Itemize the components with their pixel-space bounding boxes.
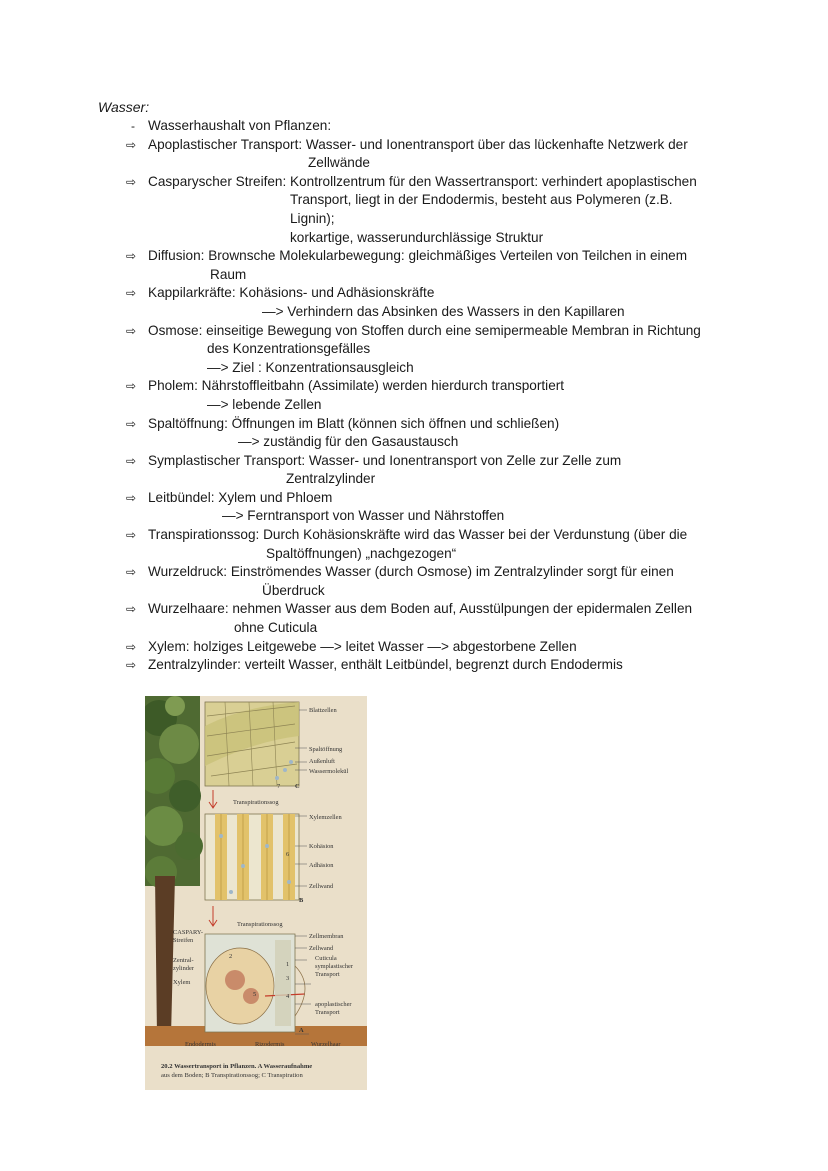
arrow-bullet-icon: ⇨ xyxy=(125,416,137,431)
list-item xyxy=(0,563,828,600)
leaf-panel xyxy=(205,702,299,786)
label-transpirationssog-top: Transpirationssog xyxy=(233,799,279,806)
label-xylem: Xylem xyxy=(173,979,191,986)
list-item-line: des Konzentrationsgefälles xyxy=(207,341,371,357)
list-item-line: Kappilarkräfte: Kohäsions- und Adhäsionskräfte xyxy=(148,285,435,301)
label-num-4: 4 xyxy=(286,993,290,1000)
label-symplastischer: symplastischer xyxy=(315,963,353,970)
list-item xyxy=(0,526,828,563)
arrow-bullet-icon: ⇨ xyxy=(125,639,137,654)
dash-bullet: - xyxy=(131,119,135,133)
list-item xyxy=(0,638,828,657)
label-transport-apo: Transport xyxy=(315,1009,340,1016)
label-zellwand-low: Zellwand xyxy=(309,945,334,952)
list-item-line: Raum xyxy=(210,266,247,282)
label-num-3: 3 xyxy=(286,975,290,982)
list-item-line: Wurzeldruck: Einströmendes Wasser (durch Osmose) im Zentralzylinder sorgt für einen xyxy=(148,564,674,580)
list-item-line: Transpirationssog: Durch Kohäsionskräfte wird das Wasser bei der Verdunstung (über die xyxy=(148,527,688,543)
water-transport-figure xyxy=(145,696,367,1090)
label-zentral: Zentral- xyxy=(173,957,194,964)
arrow-bullet-icon: ⇨ xyxy=(125,379,137,394)
term-list xyxy=(0,117,828,675)
xylem-panel xyxy=(205,814,299,900)
list-item-line: Osmose: einseitige Bewegung von Stoffen durch eine semipermeable Membran in Richtung xyxy=(148,322,701,338)
label-num-7: 7 xyxy=(277,783,281,790)
label-endodermis: Endodermis xyxy=(185,1041,216,1048)
list-item xyxy=(0,117,828,136)
list-item-line: Apoplastischer Transport: Wasser- und Ionentransport über das lückenhafte Netzwerk der xyxy=(148,136,688,152)
label-zylinder: zylinder xyxy=(173,965,194,972)
label-zellmembran: Zellmembran xyxy=(309,933,344,940)
label-num-6: 6 xyxy=(286,851,290,858)
list-item-line: ohne Cuticula xyxy=(234,620,318,636)
label-wurzelhaar: Wurzelhaar xyxy=(311,1041,341,1048)
list-item-line: Wasserhaushalt von Pflanzen: xyxy=(148,118,332,133)
page-title: Wasser: xyxy=(98,99,150,115)
list-item-line: Spaltöffnungen) „nachgezogen“ xyxy=(266,545,457,561)
list-item-line: Xylem: holziges Leitgewebe —> leitet Wasser —> abgestorbene Zellen xyxy=(148,638,577,654)
arrow-bullet-icon: ⇨ xyxy=(125,490,137,505)
list-item-line: Symplastischer Transport: Wasser- und Ionentransport von Zelle zur Zelle zum xyxy=(148,452,622,468)
label-letter-c: C xyxy=(295,783,300,790)
list-item xyxy=(0,136,828,173)
list-item xyxy=(0,489,828,526)
list-item-line: Leitbündel: Xylem und Phloem xyxy=(148,489,333,505)
label-xylemzellen: Xylemzellen xyxy=(309,814,342,821)
label-letter-b: B xyxy=(299,897,304,904)
list-item-line: Zentralzylinder: verteilt Wasser, enthält Leitbündel, begrenzt durch Endodermis xyxy=(148,657,623,673)
arrow-bullet-icon: ⇨ xyxy=(125,249,137,264)
label-apoplastischer: apoplastischer xyxy=(315,1001,352,1008)
list-item-line: Spaltöffnung: Öffnungen im Blatt (können sich öffnen und schließen) xyxy=(148,415,560,431)
list-item-line: Zellwände xyxy=(308,155,370,171)
label-aussenluft: Außenluft xyxy=(309,758,335,765)
figure-caption-line2: aus dem Boden; B Transpirationssog; C Transpiration xyxy=(161,1072,303,1079)
list-item-line: —> Ferntransport von Wasser und Nährstoffen xyxy=(222,508,505,524)
label-blattzellen: Blattzellen xyxy=(309,707,337,714)
list-item-line: korkartige, wasserundurchlässige Struktur xyxy=(290,229,544,245)
arrow-bullet-icon: ⇨ xyxy=(125,174,137,189)
list-item-line: Wurzelhaare: nehmen Wasser aus dem Boden auf, Ausstülpungen der epidermalen Zellen xyxy=(148,601,693,617)
list-item-line: Lignin); xyxy=(290,210,335,226)
label-num-5: 5 xyxy=(253,991,257,998)
label-adhaesion: Adhäsion xyxy=(309,862,334,869)
label-num-2: 2 xyxy=(229,953,233,960)
arrow-bullet-icon: ⇨ xyxy=(125,137,137,152)
label-letter-a: A xyxy=(299,1027,304,1034)
list-item xyxy=(0,173,828,247)
label-transport-sym: Transport xyxy=(315,971,340,978)
list-item-line: Pholem: Nährstoffleitbahn (Assimilate) werden hierdurch transportiert xyxy=(148,378,565,394)
arrow-bullet-icon: ⇨ xyxy=(125,286,137,301)
label-caspary: CASPARY- xyxy=(173,929,203,936)
list-item-line: Casparyscher Streifen: Kontrollzentrum für den Wassertransport: verhindert apoplastischen xyxy=(148,173,697,189)
list-item xyxy=(0,247,828,284)
arrow-bullet-icon: ⇨ xyxy=(125,453,137,468)
arrow-bullet-icon: ⇨ xyxy=(125,602,137,617)
list-item-line: Transport, liegt in der Endodermis, besteht aus Polymeren (z.B. xyxy=(290,192,673,208)
label-kohaesion: Kohäsion xyxy=(309,843,334,850)
label-zellwand-mid: Zellwand xyxy=(309,883,334,890)
label-transpirationssog-bottom: Transpirationssog xyxy=(237,921,283,928)
arrow-bullet-icon: ⇨ xyxy=(125,323,137,338)
list-item xyxy=(0,284,828,321)
list-item xyxy=(0,452,828,489)
figure-caption-line1: 20.2 Wassertransport in Pflanzen. A Wasseraufnahme xyxy=(161,1063,313,1070)
label-streifen: Streifen xyxy=(173,937,194,944)
list-item-line: —> zuständig für den Gasaustausch xyxy=(238,434,459,450)
tree-foliage xyxy=(145,696,203,888)
arrow-bullet-icon: ⇨ xyxy=(125,565,137,580)
list-item xyxy=(0,656,828,675)
arrow-bullet-icon: ⇨ xyxy=(125,658,137,673)
list-item xyxy=(0,600,828,637)
list-item xyxy=(0,377,828,414)
label-num-1: 1 xyxy=(286,961,290,968)
label-cuticula: Cuticula xyxy=(315,955,337,962)
list-item xyxy=(0,322,828,378)
list-item-line: Diffusion: Brownsche Molekularbewegung: gleichmäßiges Verteilen von Teilchen in einem xyxy=(148,248,688,264)
list-item-line: —> Ziel : Konzentrationsausgleich xyxy=(207,359,414,375)
arrow-bullet-icon: ⇨ xyxy=(125,528,137,543)
list-item xyxy=(0,415,828,452)
root-panel xyxy=(205,934,305,1032)
label-spaltoeffnung: Spaltöffnung xyxy=(309,746,343,753)
list-item-line: —> Verhindern das Absinken des Wassers in den Kapillaren xyxy=(262,303,625,319)
label-wassermolekuel: Wassermolekül xyxy=(309,768,349,775)
list-item-line: —> lebende Zellen xyxy=(207,396,322,412)
list-item-line: Überdruck xyxy=(262,582,325,598)
list-item-line: Zentralzylinder xyxy=(286,471,376,487)
label-rizodermis: Rizodermis xyxy=(255,1041,285,1048)
